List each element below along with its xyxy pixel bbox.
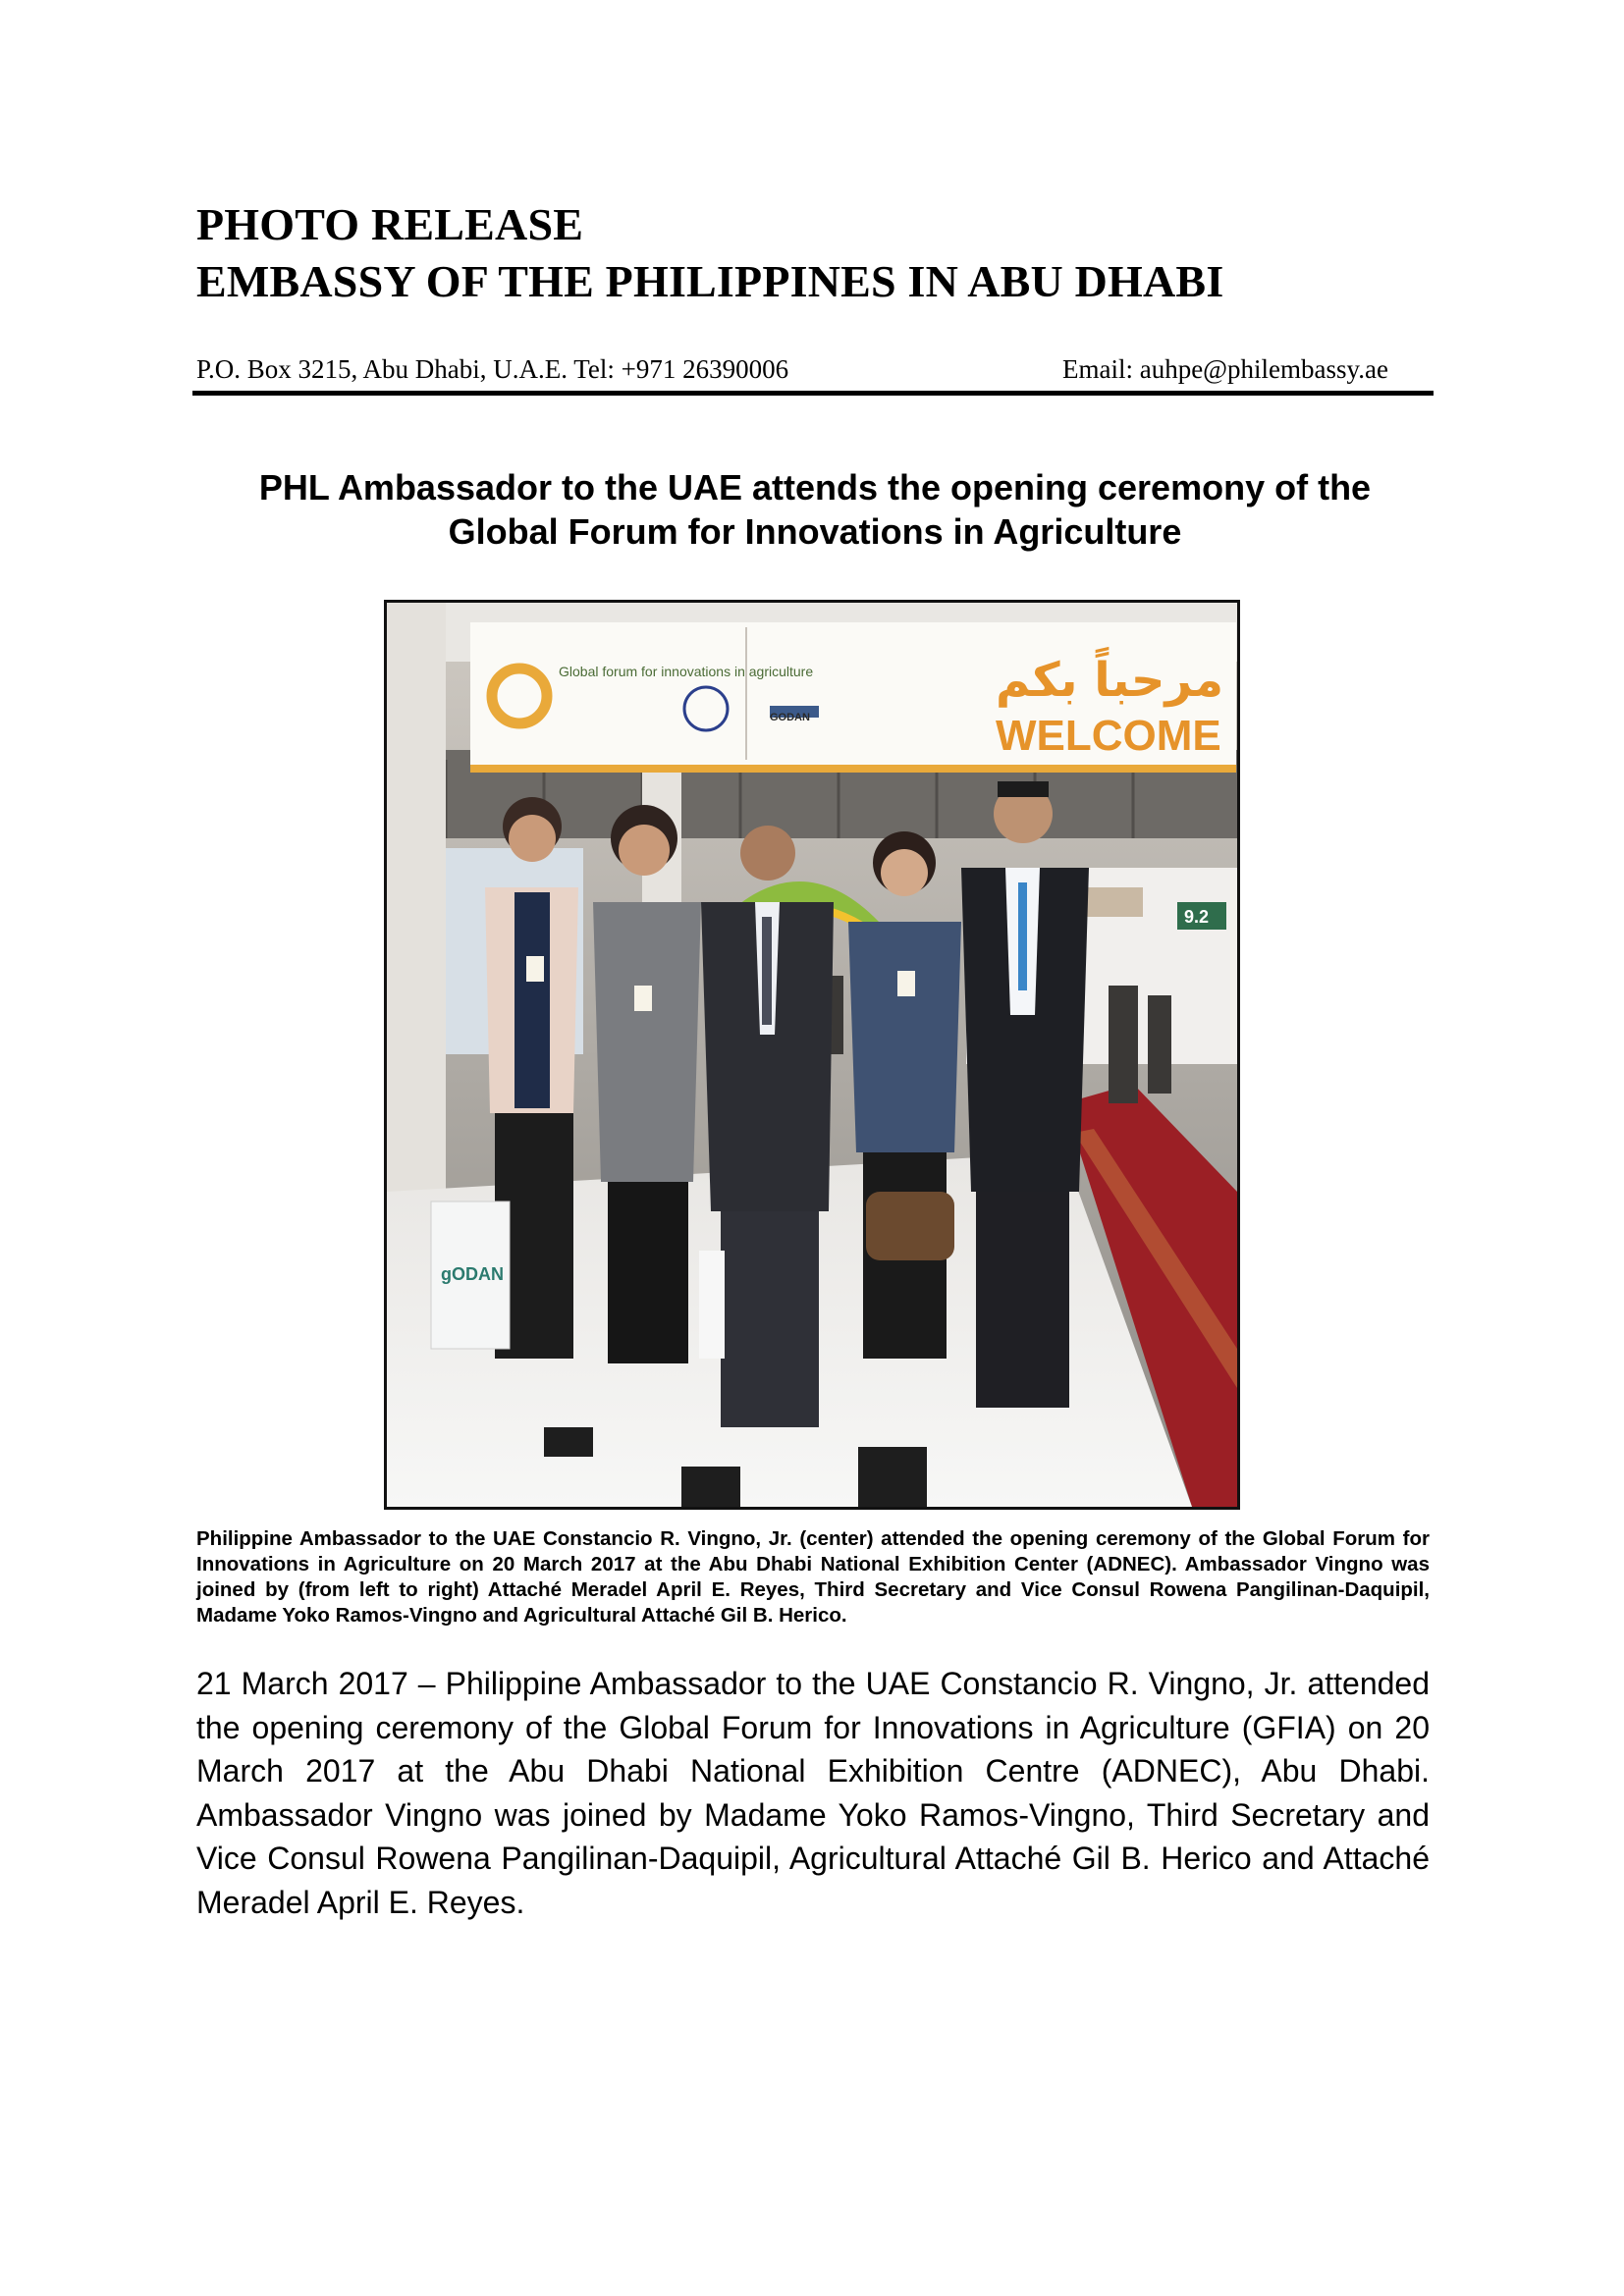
header-title-photo-release: PHOTO RELEASE	[196, 199, 584, 249]
event-photo-illustration	[387, 603, 1237, 1507]
headline	[177, 465, 1453, 554]
booth-number-label: 9.2	[1184, 907, 1210, 927]
contact-line	[196, 351, 1435, 391]
banner-godan-logo: GODAN	[770, 712, 810, 723]
banner-event-name: Global forum for innovations in agriculture	[559, 664, 814, 679]
press-release-body: 21 March 2017 – Philippine Ambassador to the UAE Constancio R. Vingno, Jr. attended the opening ceremony of the Global Forum for Innovations in Agriculture (GFIA) on 20 March 2017 at the Abu Dhabi National Exhibition Centre (ADNEC), Abu Dhabi. Ambassador Vingno was joined by Madame Yoko Ramos-Vingno, Third Secretary and Vice Consul Rowena Pangilinan-Daquipil, Agricultural Attaché Gil B. Herico and Attaché Meradel April E. Reyes.	[196, 1666, 1430, 1920]
header-divider	[192, 391, 1434, 396]
photo-caption: Philippine Ambassador to the UAE Constancio R. Vingno, Jr. (center) attended the opening ceremony of the Global Forum for Innovations in Agriculture on 20 March 2017 at the Abu Dhabi National Exhibition Center (ADNEC). Ambassador Vingno was joined by (from left to right) Attaché Meradel April E. Reyes, Third Secretary and Vice Consul Rowena Pangilinan-Daquipil, Madame Yoko Ramos-Vingno and Agricultural Attaché Gil B. Herico.	[196, 1527, 1430, 1627]
header-title-embassy: EMBASSY OF THE PHILIPPINES IN ABU DHABI	[196, 256, 1224, 306]
headline-line-1: PHL Ambassador to the UAE attends the opening ceremony of the	[258, 467, 1372, 507]
address-phone: P.O. Box 3215, Abu Dhabi, U.A.E. Tel: +971 26390006	[196, 354, 789, 384]
event-photo	[384, 600, 1240, 1510]
banner-arabic-welcome: مرحباً بكم	[996, 653, 1224, 708]
headline-line-2: Global Forum for Innovations in Agriculture	[448, 511, 1182, 552]
document-header	[196, 196, 1434, 310]
banner-welcome-text: WELCOME	[996, 712, 1221, 760]
email-address: Email: auhpe@philembassy.ae	[1061, 354, 1388, 384]
tote-bag-logo: gODAN	[441, 1264, 504, 1284]
